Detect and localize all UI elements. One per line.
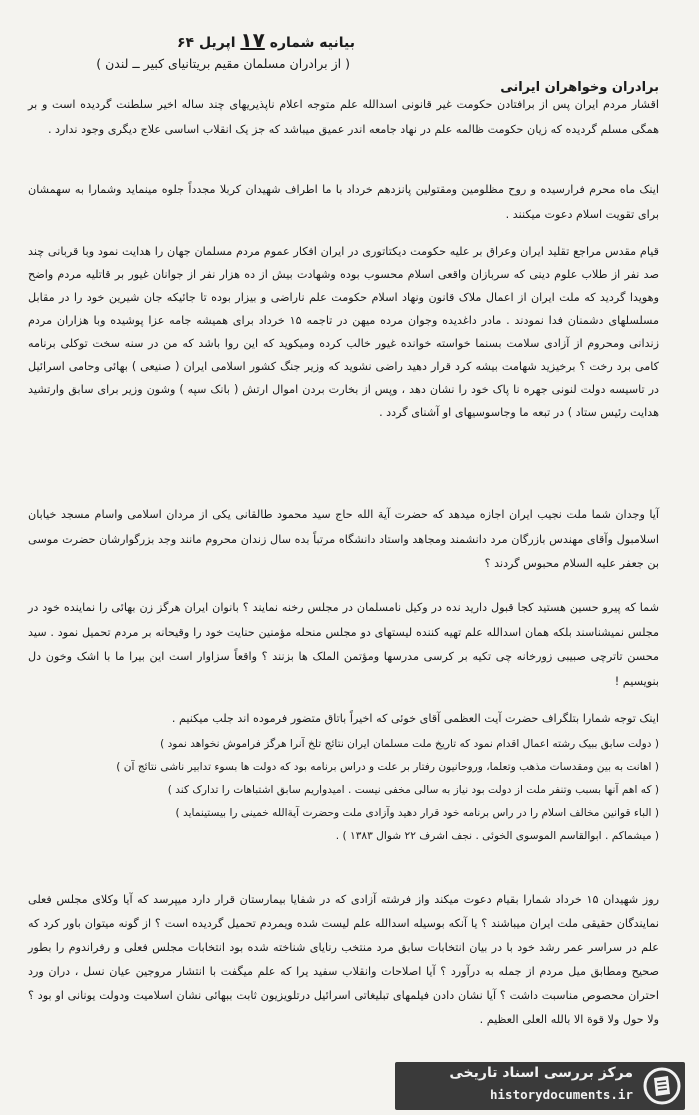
archive-url: historydocuments.ir — [490, 1087, 633, 1102]
statement-issuer: ( از برادران مسلمان مقیم بریتانیای کبیر ــ لندن ) — [96, 56, 350, 71]
telegram-line: ( که اهم آنها بسبب وتنفر ملت از دولت بود نیاز به سالی مخفی نیست . امیدواریم سابق اشتباهات را تدارک کند ) — [167, 784, 659, 796]
statement-title — [120, 28, 355, 52]
archive-watermark — [395, 1062, 685, 1110]
statement-label: بیانیه شماره — [269, 35, 355, 51]
paragraph-2: اینک ماه محرم فرارسیده و روح مظلومین ومقتولین پانزدهم خرداد با ما اطراف شهیدان کربلا مجدداً جلوه مینماید وشمارا به سهمشان برای تقویت اسلام دعوت میکنند . — [28, 183, 659, 221]
khoei-telegram-intro: اینک توجه شمارا بتلگراف حضرت آیت العظمی آقای خوئی که اخیراً باتاق متضور فرموده اند جلب میکنیم . — [171, 712, 659, 725]
khoei-telegram — [28, 733, 659, 848]
statement-day: ۶۴ — [177, 35, 195, 51]
closing-paragraph: روز شهیدان ۱۵ خرداد شمارا بقیام دعوت میکند واز فرشته آزادی که در شفایا بیمارستان قرار دارد میپرسد که آیا وکلای مجلس فعلی نمایندگان حقیقی ملت ایران میباشند ؟ یا آنکه بوسیله اسدالله علم لیست شده ویمردم تحمیل گردیده است ؟ از گونه میتوان باور کرد که علم در سراسر عمر رشد خود با در بیان انتخابات سابق مرد منتخب رنایای شناخته شده بود انتخابات مجلس فعلی و رفراندوم را بطور صحیح ومطابق میل مردم از جمله به درآورد ؟ آیا اصلاحات وانقلاب سفید یرا که علم میگفت با انتشار مروجین عیان نسل ، دران ورد احتران محصوص مناسبت داشت ؟ آیا نشان دادن فیلمهای تبلیغاتی اسرائیل درتلویزیون ثابت ببهائی نشان اسلامیت ودولت یونانی او بود ؟ ولا حول ولا قوة الا بالله العلی العظیم . — [28, 893, 659, 1026]
paragraph-3: قیام مقدس مراجع تقلید ایران وعراق بر علیه حکومت دیکتاتوری در ایران افکار عموم مردم مسلمان جهان را هدایت نمود وبا قربانی چند صد نفر از طلاب علوم دینی که سربازان واقعی اسلام محسوب بوده وشهادت بیش از ده هزار نفر از جوانان غیور بر قاتلیه مردم واضح وهویدا گردید که ملت ایران از اعمال ملاک قانون ونهاد اسلام حکومت علم ناراضی و بیزار بوده تا جائیکه جان شیرین خود را در مقابل مسلسلهای دشمنان فدا نمودند . مادر داغدیده وجوان مرده میهن در تاجمه ۱۵ خرداد برای همیشه جامه عزا پوشیده وبا هزاران مردم زندانی ومحروم از آزادی سلامت بسنما خواسته خوانده غیور خالب کرده ومیکوید که این روا باشد که من در سنه سخت توکلی برنامه کامی برد رخت ؟ برخیزید شهامت بیشه کرد قرار دهید راضی نشوید که وزیر جنگ کشور اسلامی ایران ( صنیعی ) بهائی وحامی اسرائیل در تاسیسه دولت لنونی جهره نا پاک خود را نشان دهد ، وپس از بخارت بردن اموال ارتش ( بانک سپه ) وشون وزیر برای سابق وارتشید هدایت رئیس ستاد ) در تبعه ما وجاسوسیهای او آشنای گردد . — [28, 245, 659, 419]
telegram-line: ( الباء قوانین مخالف اسلام را در راس برنامه خود قرار دهید وآزادی ملت وحضرت آیةالله خمینی را بیستینماید ) — [175, 807, 659, 819]
telegram-line: ( میشماکم . ابوالقاسم الموسوی الخوئی . نجف اشرف ۲۲ شوال ۱۳۸۳ ) . — [335, 830, 659, 842]
statement-number: ۱۷ — [240, 28, 265, 52]
paragraph-4: آیا وجدان شما ملت نجیب ایران اجازه میدهد که حضرت آیة الله حاج سید محمود طالقانی یکی از مردان اسلامی واسام مسجد خیابان اسلامبول وآقای مهندس بازرگان مرد دانشمند ومجاهد واستاد دانشگاه مرتباً بده سال زندان محروم مانند وجد بزرگوارشان حضرت موسی بن جعفر علیه السلام محبوس گردند ؟ — [28, 508, 659, 570]
paragraph-1: اقشار مردم ایران پس از برافتادن حکومت غیر قانونی اسدالله علم متوجه اعلام ناپذیریهای چند ساله اخیر سلطنت گردیده است و بر همگی مسلم گردیده که زیان حکومت ظالمه علم در نهاد جامعه اندر عمیق میباشد که جز یک انقلاب اساسی علاج دیگری وجود ندارد . — [28, 98, 659, 136]
telegram-line: ( دولت سابق ببیک رشته اعمال اقدام نمود که تاریخ ملت مسلمان ایران نتائج تلخ آنرا هرگز فراموش نخواهد نمود ) — [160, 738, 659, 750]
document-archive-logo-icon — [643, 1066, 681, 1106]
telegram-line: ( اهانت به بین ومقدسات مذهب وتعلما، وروحانیون رفتار بر علت و دراس برنامه بود که دولت ها بسوء تدابیر ناشی نتائج آن ) — [116, 761, 659, 773]
archive-name: مرکز بررسی اسناد تاریخی — [449, 1065, 633, 1081]
salutation: برادران وخواهران ایرانی — [500, 80, 659, 95]
statement-month: اپریل — [198, 35, 236, 51]
paragraph-5: شما که پیرو حسین هستید کجا قبول دارید نده در وکیل نامسلمان در مجلس رخنه نمایند ؟ بانوان ایران هرگز زن بهائی را نماینده خود در مجلس نمیشناسند بلکه همان اسدالله علم تهیه کننده لیستهای دو مجلس منحله مؤمنین حنایت خود را وقیحانه بر مردم تحمیل نمود . سید محسن تاترچی صبیبی زورخانه چی تکیه بر کرسی مدرسها ومؤتمن الملک ها بزنند ؟ واقعاً سزاوار است این بیرا ما با اشک وخون دل بنویسیم ! — [28, 601, 659, 688]
